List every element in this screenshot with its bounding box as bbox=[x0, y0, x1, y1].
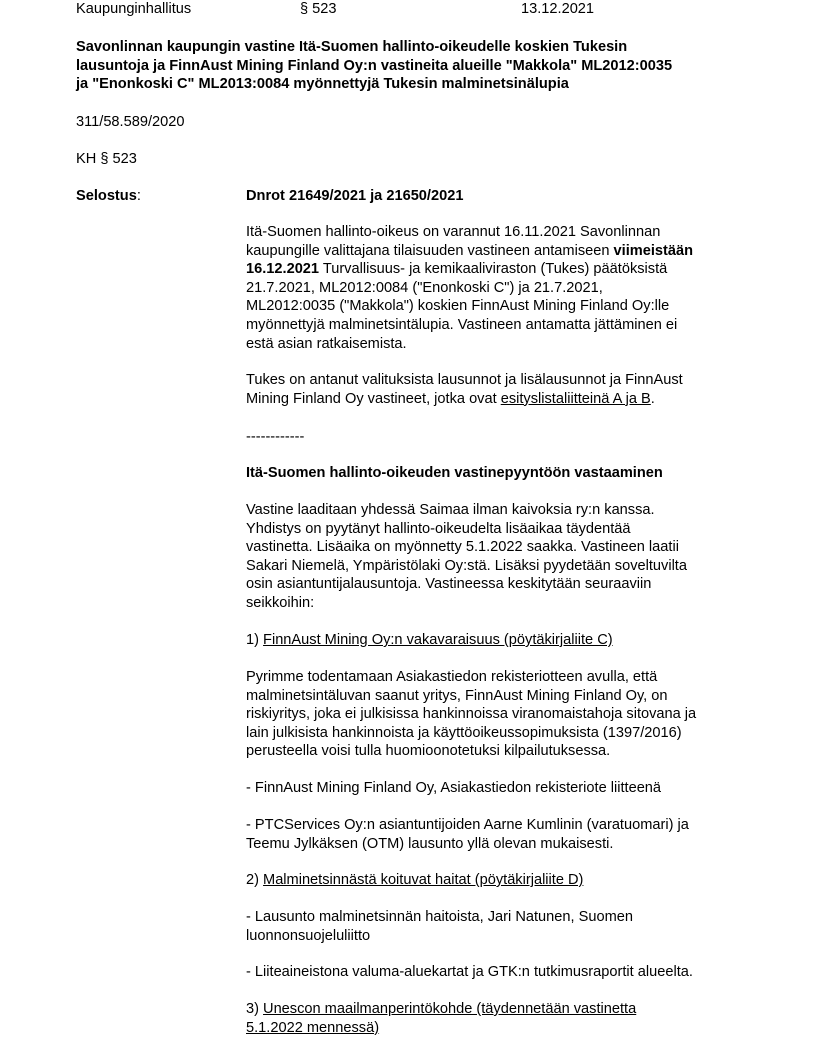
paragraph-riskiyritys: Pyrimme todentamaan Asiakastiedon rekisteriotteen avulla, että malminetsintäluvan saanut yritys, FinnAust Mining Finland Oy, on riskiyritys, joka ei julkisissa hankinnoissa viranomaistahoja sitovana ja lain julkisista hankinnoista ja käyttöoikeussopimuksista (1397/2016) perusteella voisi tulla huomioonotetuksi kilpailutuksessa. bbox=[246, 669, 697, 760]
attachments-a-b-link[interactable]: esityslistaliitteinä A ja B bbox=[500, 390, 651, 407]
bullet-asiakastieto: - FinnAust Mining Finland Oy, Asiakastiedon rekisteriote liitteenä bbox=[246, 780, 662, 796]
bullet-ptcservices: - PTCServices Oy:n asiantuntijoiden Aarne Kumlinin (varatuomari) ja Teemu Jylkäksen (OTM) lausunto yllä olevan mukaisesti. bbox=[246, 817, 689, 852]
dnro-heading: Dnrot 21649/2021 ja 21650/2021 bbox=[246, 188, 464, 204]
bullet-liiteaineisto: - Liiteaineistona valuma-aluekartat ja GTK:n tutkimusraportit alueelta. bbox=[246, 964, 693, 980]
document-title bbox=[76, 38, 672, 94]
item-3: 3) Unescon maailmanperintökohde (täydennetään vastinetta 5.1.2022 mennessä) bbox=[246, 1001, 637, 1036]
item-2: 2) Malminetsinnästä koituvat haitat (pöytäkirjaliite D) bbox=[246, 872, 584, 888]
item-2-title-link[interactable]: Malminetsinnästä koituvat haitat (pöytäkirjaliite D) bbox=[263, 872, 584, 888]
bullet-natunen: - Lausunto malminetsinnän haitoista, Jari Natunen, Suomen luonnonsuojeluliitto bbox=[246, 909, 633, 944]
item-3-title-link-cont[interactable]: 5.1.2022 mennessä) bbox=[246, 1019, 380, 1036]
separator: ------------ bbox=[246, 429, 305, 445]
paragraph-deadline: Itä-Suomen hallinto-oikeus on varannut 16.11.2021 Savonlinnan kaupungille valittajana tilaisuuden vastineen antamiseen viimeistään 16.12.2021 Turvallisuus- ja kemikaaliviraston (Tukes) päätöksistä 21.7.2021, ML2012:0084 ("Enonkoski C") ja 21.7.2021, ML2012:0035 ("Makkola") koskien FinnAust Mining Finland Oy:lle myönnettyjä malminetsintälupia. Vastineen antamatta jättäminen ei estä asian ratkaisemista. bbox=[246, 224, 694, 352]
paragraph-vastine: Vastine laaditaan yhdessä Saimaa ilman kaivoksia ry:n kanssa. Yhdistys on pyytänyt hallinto-oikeudelta lisäaikaa täydentää vastinetta. Lisäaika on myönnetty 5.1.2022 saakka. Vastineen laatii Sakari Niemelä, Ympäristölaki Oy:stä. Lisäksi pyydetään soveltuvilta osin asiantuntijalausuntoja. Vastineessa keskitytään seuraaviin seikkoihin: bbox=[246, 502, 687, 611]
paragraph-tukes: Tukes on antanut valituksista lausunnot ja lisälausunnot ja FinnAust Mining Finland Oy vastineet, jotka ovat esityslistaliitteinä A ja B. bbox=[246, 372, 683, 407]
subheading: Itä-Suomen hallinto-oikeuden vastinepyyntöön vastaaminen bbox=[246, 465, 663, 481]
title-line: Savonlinnan kaupungin vastine Itä-Suomen hallinto-oikeudelle koskien Tukesin bbox=[76, 39, 628, 55]
item-1: 1) FinnAust Mining Oy:n vakavaraisuus (pöytäkirjaliite C) bbox=[246, 632, 613, 648]
title-line: lausuntoja ja FinnAust Mining Finland Oy:n vastineita alueille "Makkola" ML2012:0035 bbox=[76, 57, 673, 74]
header-date: 13.12.2021 bbox=[521, 1, 595, 17]
selostus-label: Selostus: bbox=[76, 188, 141, 204]
item-1-title-link[interactable]: FinnAust Mining Oy:n vakavaraisuus (pöytäkirjaliite C) bbox=[263, 632, 613, 648]
kh-reference: KH § 523 bbox=[76, 151, 137, 167]
header-organ: Kaupunginhallitus bbox=[76, 1, 192, 17]
item-3-title-link[interactable]: Unescon maailmanperintökohde (täydennetään vastinetta bbox=[263, 1001, 637, 1017]
reference-number: 311/58.589/2020 bbox=[76, 114, 185, 130]
header-section: § 523 bbox=[300, 1, 337, 17]
title-line: ja "Enonkoski C" ML2013:0084 myönnettyjä Tukesin malminetsinälupia bbox=[76, 76, 569, 92]
